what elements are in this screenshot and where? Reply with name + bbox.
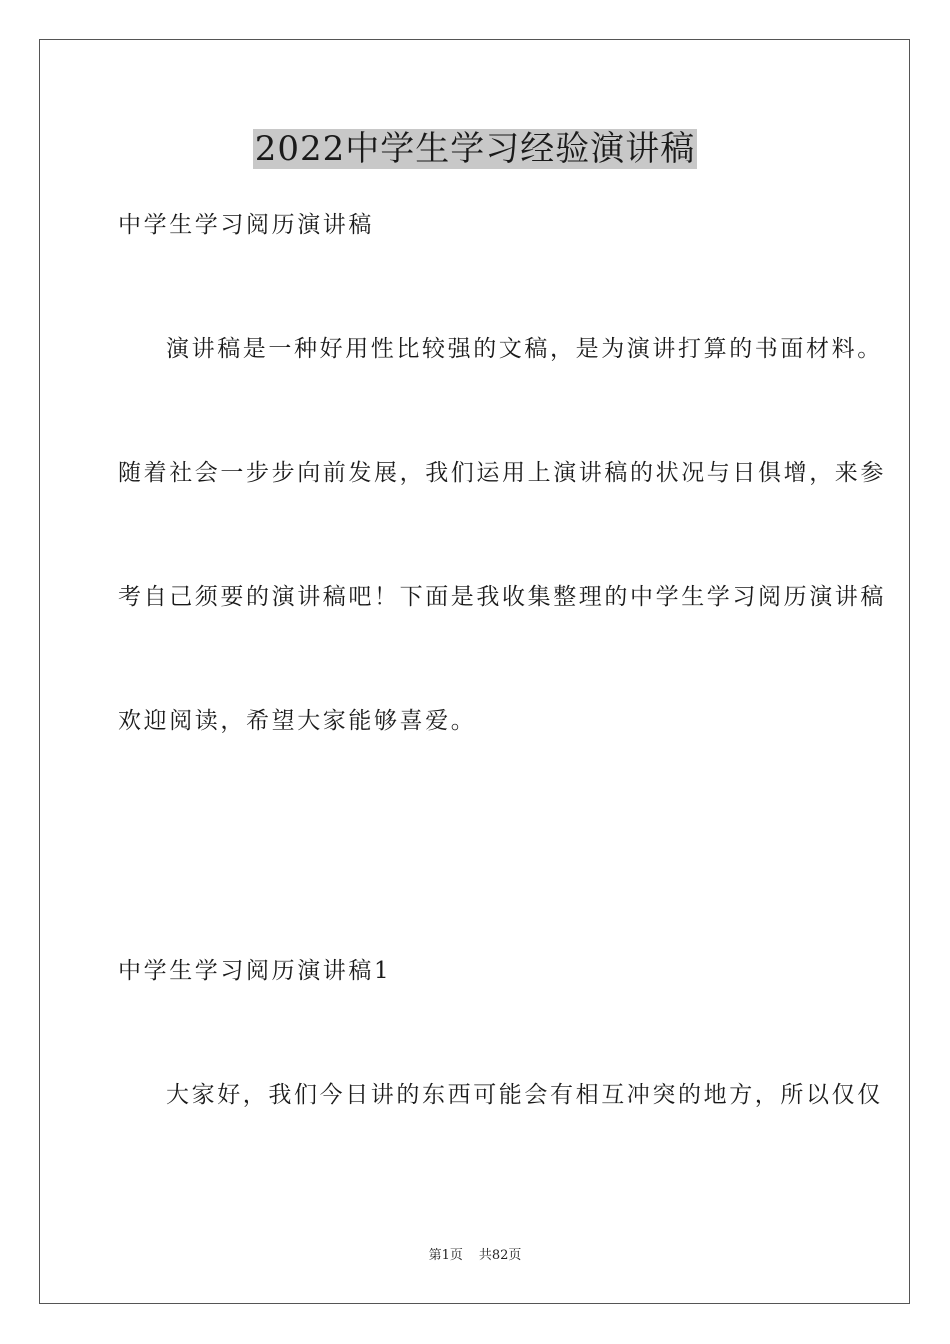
paragraph-line-2: 随着社会一步步向前发展，我们运用上演讲稿的状况与日俱增，来参 (118, 460, 886, 486)
document-title-text: 2022中学生学习经验演讲稿 (254, 129, 696, 169)
section-heading: 中学生学习阅历演讲稿 (118, 212, 374, 238)
page-footer (0, 1247, 950, 1265)
page-number: 第1页 (428, 1248, 463, 1263)
document-title (0, 126, 950, 172)
paragraph-line-1: 演讲稿是一种好用性比较强的文稿，是为演讲打算的书面材料。 (166, 336, 883, 362)
paragraph-line-3: 考自己须要的演讲稿吧！下面是我收集整理的中学生学习阅历演讲稿 (118, 584, 886, 610)
body-line: 大家好，我们今日讲的东西可能会有相互冲突的地方，所以仅仅 (166, 1082, 883, 1108)
page-total: 共82页 (478, 1248, 522, 1263)
paragraph-line-4: 欢迎阅读，希望大家能够喜爱。 (118, 708, 477, 734)
subsection-heading: 中学生学习阅历演讲稿1 (118, 958, 392, 984)
